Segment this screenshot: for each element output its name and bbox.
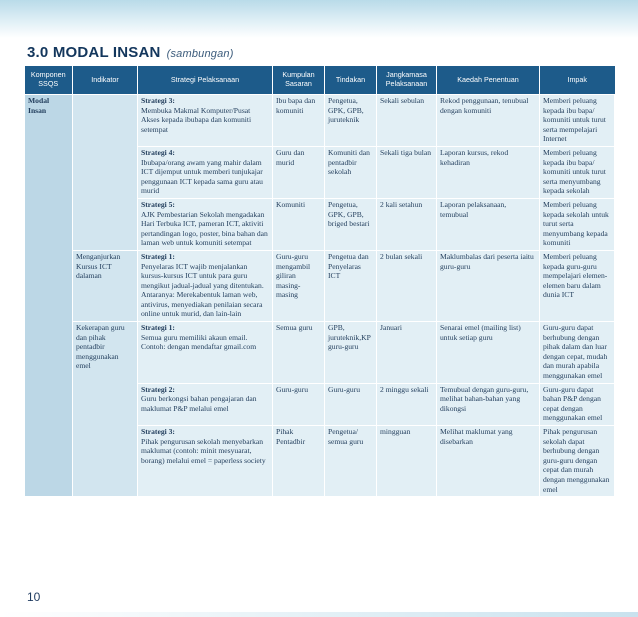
strategi-text: Membuka Makmal Komputer/Pusat Akses kepada ibubapa dan komuniti setempat <box>141 105 252 134</box>
strategi-title: Strategi 2: <box>141 384 175 394</box>
kumpulan-cell: Guru-guru mengambil giliran masing-masing <box>273 250 325 321</box>
footer-band <box>0 612 638 617</box>
kumpulan-cell: Komuniti <box>273 198 325 250</box>
strategi-title: Strategi 5: <box>141 199 175 209</box>
table-row <box>25 322 615 384</box>
impak-cell: Memberi peluang kepada ibu bapa/ komuniti untuk turut serta mempelajari Internet <box>540 95 615 147</box>
strategi-text: Penyelaras ICT wajib menjalankan kursus-kursus ICT untuk para guru mengikut jadual-jadual yang ditentukan. Antaranya: Merekabentuk laman web, antivirus, menyediakan penilaian secara online untuk murid, dan lain-lain <box>141 261 264 319</box>
jangkamasa-cell: 2 kali setahun <box>377 198 437 250</box>
kaedah-cell: Temubual dengan guru-guru, melihat bahan-bahan yang dikongsi <box>437 383 540 425</box>
strategi-text: AJK Pembestarian Sekolah mengadakan Hari Terbuka ICT, pameran ICT, aktiviti pertandingan logo, poster, bina bahan dan laman web untuk komuniti setempat <box>141 209 268 248</box>
strategi-cell <box>138 95 273 147</box>
strategi-cell <box>138 426 273 497</box>
strategi-cell <box>138 198 273 250</box>
tindakan-cell: GPB, juruteknik,KP guru-guru <box>325 322 377 384</box>
tindakan-cell: Komuniti dan pentadbir sekolah <box>325 146 377 198</box>
table-row <box>25 95 615 147</box>
jangkamasa-cell: 2 minggu sekali <box>377 383 437 425</box>
tindakan-cell: Pengetua, GPK, GPB, briged bestari <box>325 198 377 250</box>
header-jangkamasa: Jangkamasa Pelaksanaan <box>377 66 437 95</box>
impak-cell: Guru-guru dapat bahan P&P dengan cepat dengan menggunakan emel <box>540 383 615 425</box>
header-kaedah: Kaedah Penentuan <box>437 66 540 95</box>
kumpulan-cell: Guru dan murid <box>273 146 325 198</box>
strategi-title: Strategi 3: <box>141 96 175 105</box>
header-strategi: Strategi Pelaksanaan <box>138 66 273 95</box>
strategi-cell <box>138 250 273 321</box>
impak-cell: Pihak pengurusan sekolah dapat berhubung dengan guru-guru dengan cepat dan murah dengan menggunakan emel <box>540 426 615 497</box>
strategi-title: Strategi 1: <box>141 251 175 261</box>
impak-cell: Guru-guru dapat berhubung dengan pihak dalam dan luar dengan cepat, mudah dan murah apabila menggunakan emel <box>540 322 615 384</box>
jangkamasa-cell: Sekali sebulan <box>377 95 437 147</box>
header-tindakan: Tindakan <box>325 66 377 95</box>
header-band <box>0 0 638 38</box>
kaedah-cell: Senarai emel (mailing list) untuk setiap guru <box>437 322 540 384</box>
kumpulan-cell: Semua guru <box>273 322 325 384</box>
strategi-text: Ibubapa/orang awam yang mahir dalam ICT dijemput untuk memberi tunjukajar penggunaan ICT kepada sama guru atau murid <box>141 157 263 196</box>
strategi-title: Strategi 4: <box>141 147 175 157</box>
tindakan-cell: Guru-guru <box>325 383 377 425</box>
page-number: 10 <box>27 590 41 604</box>
section-subtitle: (sambungan) <box>166 48 234 60</box>
indikator-cell-empty <box>73 95 138 251</box>
tindakan-cell: Pengetua, GPK, GPB, juruteknik <box>325 95 377 147</box>
strategi-text: Guru berkongsi bahan pengajaran dan maklumat P&P melalui emel <box>141 394 257 413</box>
tindakan-cell: Pengetua/ semua guru <box>325 426 377 497</box>
tindakan-cell: Pengetua dan Penyelaras ICT <box>325 250 377 321</box>
strategy-table <box>24 66 615 497</box>
strategi-title: Strategi 3: <box>141 427 175 436</box>
table-row <box>25 250 615 321</box>
kaedah-cell: Maklumbalas dari peserta iaitu guru-guru <box>437 250 540 321</box>
jangkamasa-cell: mingguan <box>377 426 437 497</box>
kumpulan-cell: Ibu bapa dan komuniti <box>273 95 325 147</box>
header-impak: Impak <box>540 66 615 95</box>
jangkamasa-cell: 2 bulan sekali <box>377 250 437 321</box>
kaedah-cell: Laporan kursus, rekod kehadiran <box>437 146 540 198</box>
strategi-cell <box>138 146 273 198</box>
impak-cell: Memberi peluang kepada ibu bapa/ komuniti untuk turut serta menyumbang kepada sekolah <box>540 146 615 198</box>
header-komponen: Komponen SSQS <box>25 66 73 95</box>
kaedah-cell: Melihat maklumat yang disebarkan <box>437 426 540 497</box>
strategi-title: Strategi 1: <box>141 323 175 333</box>
kumpulan-cell: Guru-guru <box>273 383 325 425</box>
indikator-cell: Menganjurkan Kursus ICT dalaman <box>73 250 138 321</box>
komponen-cell: Modal Insan <box>25 95 73 497</box>
section-title-text: 3.0 MODAL INSAN <box>27 44 161 61</box>
jangkamasa-cell: Januari <box>377 322 437 384</box>
section-title <box>27 44 234 61</box>
strategi-text: Semua guru memiliki akaun email. Contoh: dengan mendaftar gmail.com <box>141 332 257 352</box>
strategi-cell <box>138 383 273 425</box>
kaedah-cell: Laporan pelaksanaan, temubual <box>437 198 540 250</box>
table-header-row <box>25 66 615 95</box>
strategi-cell <box>138 322 273 384</box>
impak-cell: Memberi peluang kepada sekolah untuk turut serta menyumbang kepada komuniti <box>540 198 615 250</box>
header-kumpulan: Kumpulan Sasaran <box>273 66 325 95</box>
kumpulan-cell: Pihak Pentadbir <box>273 426 325 497</box>
indikator-cell: Kekerapan guru dan pihak pentadbir menggunakan emel <box>73 322 138 497</box>
jangkamasa-cell: Sekali tiga bulan <box>377 146 437 198</box>
kaedah-cell: Rekod penggunaan, tenubual dengan komuniti <box>437 95 540 147</box>
header-indikator: Indikator <box>73 66 138 95</box>
strategi-text: Pihak pengurusan sekolah menyebarkan maklumat (contoh: minit mesyuarat, borang) melalui emel = paperless society <box>141 436 266 465</box>
impak-cell: Memberi peluang kepada guru-guru mempelajari elemen-elemen baru dalam dunia ICT <box>540 250 615 321</box>
